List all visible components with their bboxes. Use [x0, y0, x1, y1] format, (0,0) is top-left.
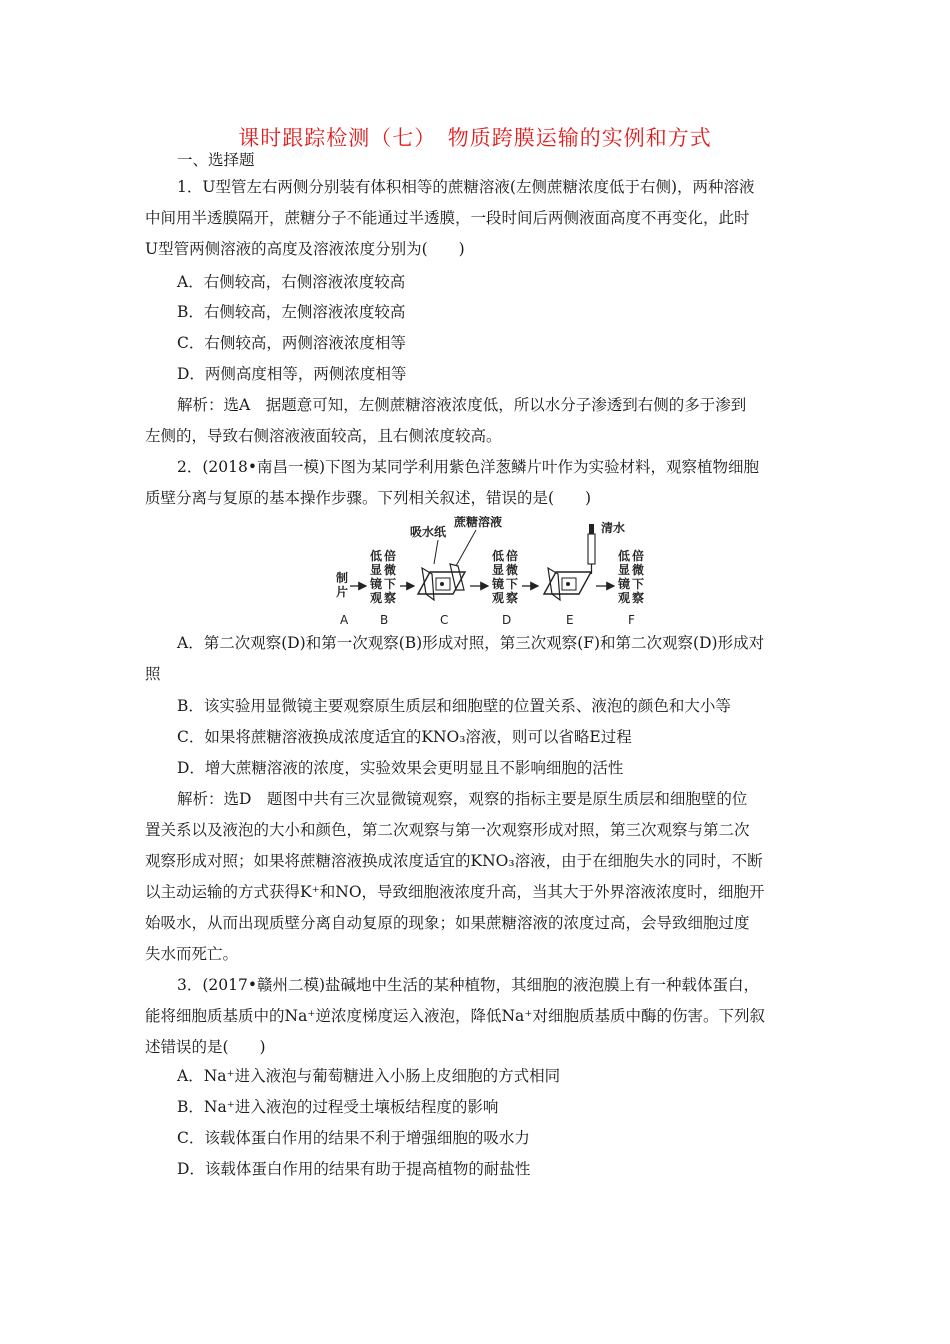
stem-line: 述错误的是( ) — [145, 1038, 266, 1056]
svg-text:下: 下 — [632, 577, 645, 591]
svg-text:A: A — [340, 613, 349, 627]
stem-line: 2．(2018•南昌一模)下图为某同学利用紫色洋葱鳞片叶作为实验材料，观察植物细胞 — [177, 458, 760, 476]
svg-text:C: C — [440, 613, 449, 627]
step-d-observe — [492, 548, 518, 605]
stem-line: U型管两侧溶液的高度及溶液浓度分别为( ) — [145, 240, 465, 258]
svg-text:倍: 倍 — [632, 549, 645, 563]
step-b-observe — [370, 548, 396, 605]
question-3-option-b: B．Na⁺进入液泡的过程受土壤板结程度的影响 — [177, 1098, 499, 1116]
question-2-stem — [145, 452, 759, 514]
step-a-make-slide — [336, 570, 348, 599]
analysis-line: 观察形成对照；如果将蔗糖溶液换成浓度适宜的KNO₃溶液，由于在细胞失水的同时，不断 — [145, 852, 763, 870]
svg-text:观: 观 — [618, 591, 631, 605]
question-2-option-c: C．如果将蔗糖溶液换成浓度适宜的KNO₃溶液，则可以省略E过程 — [177, 728, 632, 746]
stem-line: 质壁分离与复原的基本操作步骤。下列相关叙述，错误的是( ) — [145, 489, 592, 507]
svg-text:低: 低 — [492, 549, 505, 563]
question-2-option-a — [145, 628, 809, 690]
option-line: A．第二次观察(D)和第一次观察(B)形成对照，第三次观察(F)和第二次观察(D)形成对 — [177, 634, 765, 652]
step-f-observe — [618, 548, 644, 605]
svg-text:D: D — [502, 613, 512, 627]
analysis-line: 解析：选A 据题意可知，左侧蔗糖溶液浓度低，所以水分子渗透到右侧的多于渗到 — [177, 396, 747, 414]
svg-text:镜: 镜 — [618, 577, 631, 591]
stem-line: 1．U型管左右两侧分别装有体积相等的蔗糖溶液(左侧蔗糖浓度低于右侧)，两种溶液 — [177, 178, 755, 196]
option-line: 照 — [145, 665, 161, 683]
svg-text:显: 显 — [370, 563, 383, 577]
question-1-option-d: D．两侧高度相等，两侧浓度相等 — [177, 365, 407, 383]
svg-text:低: 低 — [618, 549, 631, 563]
stem-line: 3．(2017•赣州二模)盐碱地中生活的某种植物，其细胞的液泡膜上有一种载体蛋白， — [177, 976, 760, 994]
svg-text:下: 下 — [506, 577, 519, 591]
analysis-line: 始吸水，从而出现质壁分离自动复原的现象；如果蔗糖溶液的浓度过高，会导致细胞过度 — [145, 914, 750, 932]
svg-text:察: 察 — [506, 591, 519, 605]
svg-text:微: 微 — [632, 563, 645, 577]
question-3-option-d: D．该载体蛋白作用的结果有助于提高植物的耐盐性 — [177, 1160, 531, 1178]
analysis-line: 解析：选D 题图中共有三次显微镜观察，观察的指标主要是原生质层和细胞壁的位 — [177, 790, 748, 808]
svg-text:察: 察 — [384, 591, 397, 605]
sucrose-solution-label: 蔗糖溶液 — [454, 516, 503, 529]
analysis-line: 失水而死亡。 — [145, 945, 239, 963]
question-1-option-b: B．右侧较高，左侧溶液浓度较高 — [177, 303, 406, 321]
step-a-label-2: 片 — [336, 585, 349, 599]
step-a-label-1: 制 — [336, 571, 349, 585]
question-1-option-a: A．右侧较高，右侧溶液浓度较高 — [177, 273, 406, 291]
svg-text:倍: 倍 — [384, 549, 397, 563]
page-title: 课时跟踪检测（七） 物质跨膜运输的实例和方式 — [238, 126, 712, 150]
question-1-option-c: C．右侧较高，两侧溶液浓度相等 — [177, 334, 406, 352]
question-2-option-b: B．该实验用显微镜主要观察原生质层和细胞壁的位置关系、液泡的颜色和大小等 — [177, 697, 731, 715]
question-2-analysis — [145, 784, 765, 970]
section-heading: 一、选择题 — [177, 151, 255, 169]
svg-text:显: 显 — [618, 563, 631, 577]
svg-text:B: B — [380, 613, 389, 627]
question-3-option-c: C．该载体蛋白作用的结果不利于增强细胞的吸水力 — [177, 1129, 530, 1147]
stem-line: 能将细胞质基质中的Na⁺逆浓度梯度运入液泡，降低Na⁺对细胞质基质中酶的伤害。下列叙 — [145, 1007, 765, 1025]
svg-text:镜: 镜 — [492, 577, 505, 591]
step-e-slide — [544, 520, 625, 600]
step-letters — [340, 613, 635, 627]
svg-text:低: 低 — [370, 549, 383, 563]
experiment-steps-figure — [330, 516, 660, 628]
question-3-stem — [145, 970, 765, 1063]
water-label: 清水 — [601, 521, 626, 535]
svg-text:微: 微 — [384, 563, 397, 577]
svg-text:显: 显 — [492, 563, 505, 577]
step-c-slide — [410, 516, 505, 600]
svg-text:F: F — [628, 613, 635, 627]
absorbent-paper-label: 吸水纸 — [410, 525, 447, 539]
stem-line: 中间用半透膜隔开，蔗糖分子不能通过半透膜，一段时间后两侧液面高度不再变化，此时 — [145, 209, 750, 227]
analysis-line: 置关系以及液泡的大小和颜色，第二次观察与第一次观察形成对照，第三次观察与第二次 — [145, 821, 750, 839]
svg-text:倍: 倍 — [506, 549, 519, 563]
analysis-line: 左侧的，导致右侧溶液液面较高，且右侧浓度较高。 — [145, 427, 502, 445]
svg-text:观: 观 — [492, 591, 505, 605]
analysis-line: 以主动运输的方式获得K⁺和NO，导致细胞液浓度升高，当其大于外界溶液浓度时，细胞开 — [145, 883, 765, 901]
svg-text:下: 下 — [384, 577, 397, 591]
question-1-analysis — [145, 390, 746, 452]
question-2-option-d: D．增大蔗糖溶液的浓度，实验效果会更明显且不影响细胞的活性 — [177, 759, 624, 777]
svg-text:镜: 镜 — [370, 577, 383, 591]
svg-text:E: E — [566, 613, 574, 627]
svg-text:观: 观 — [370, 591, 383, 605]
question-3-option-a: A．Na⁺进入液泡与葡萄糖进入小肠上皮细胞的方式相同 — [177, 1067, 561, 1085]
question-1-stem — [145, 172, 755, 265]
svg-text:察: 察 — [632, 591, 645, 605]
svg-text:微: 微 — [506, 563, 519, 577]
